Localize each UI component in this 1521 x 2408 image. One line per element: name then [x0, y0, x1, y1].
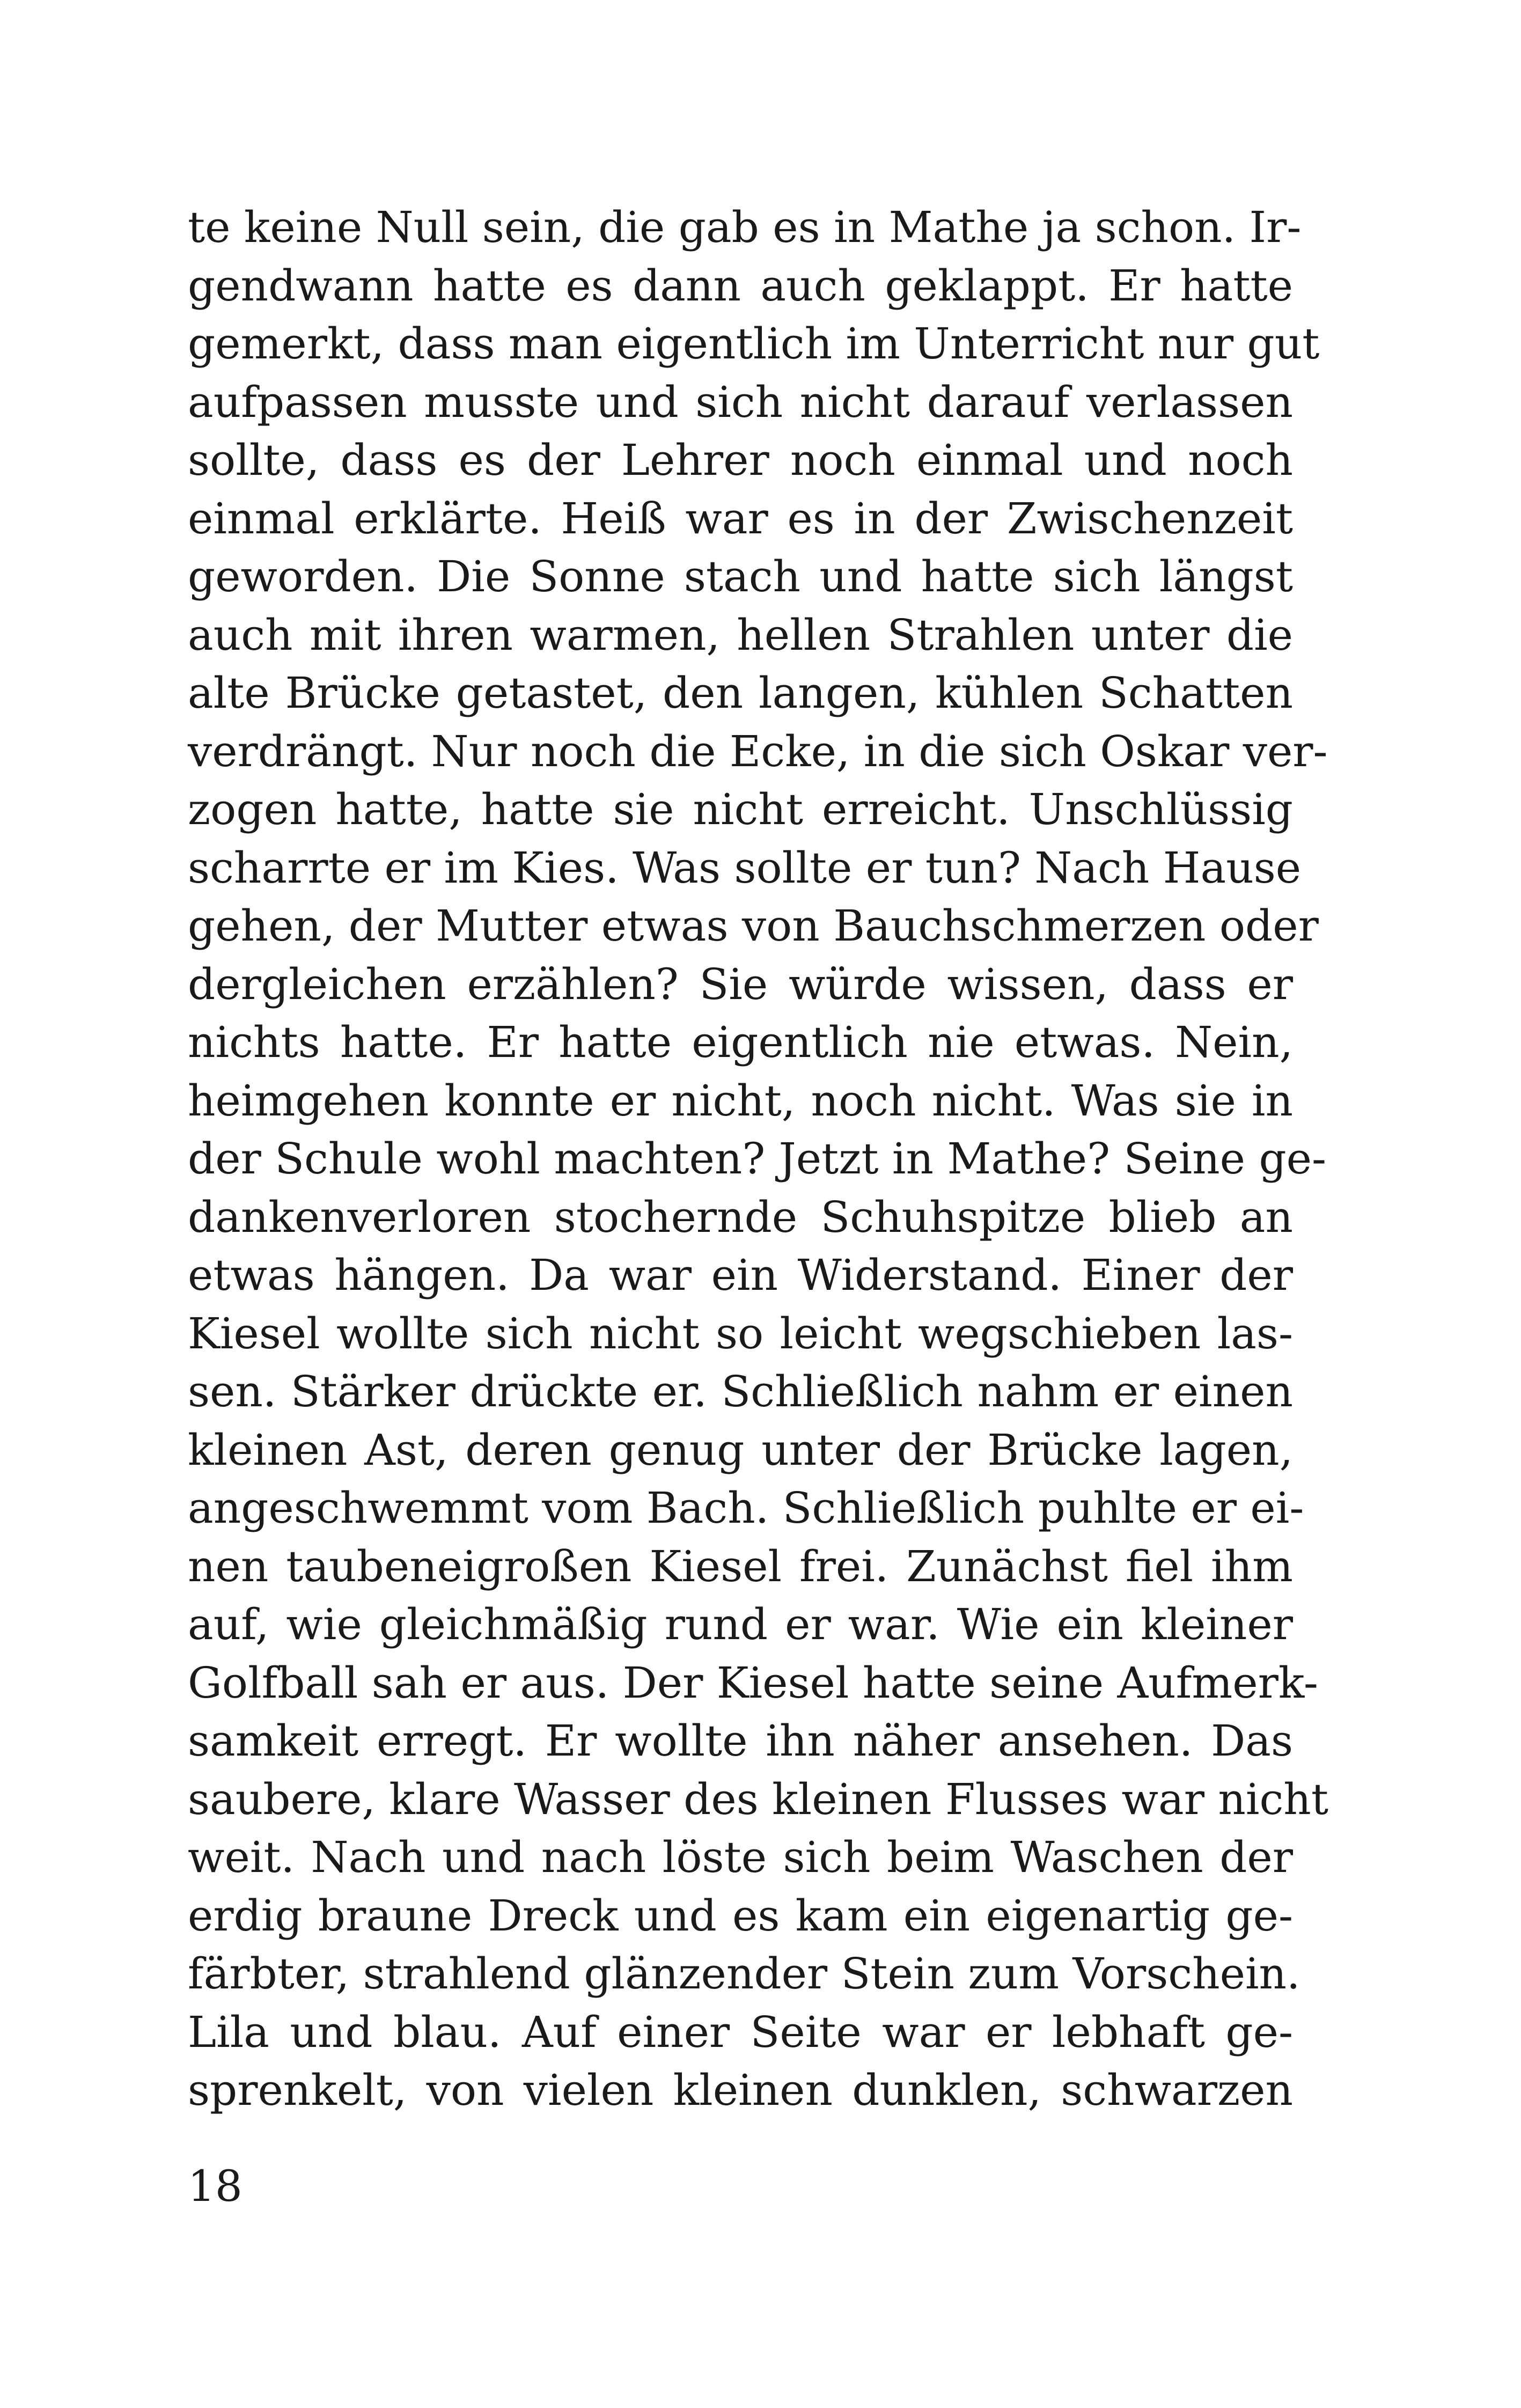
text-line: auf, wie gleichmäßig rund er war. Wie ein kleiner [188, 1599, 1293, 1649]
text-line: erdig braune Dreck und es kam ein eigenartig ge- [188, 1890, 1293, 1941]
text-line: nichts hatte. Er hatte eigentlich nie etwas. Nein, [188, 1017, 1293, 1067]
text-line: te keine Null sein, die gab es in Mathe ja schon. Ir- [188, 202, 1302, 252]
text-line: saubere, klare Wasser des kleinen Flusses war nicht [188, 1774, 1328, 1824]
text-line: heimgehen konnte er nicht, noch nicht. Was sie in [188, 1075, 1293, 1126]
text-line: angeschwemmt vom Bach. Schließlich puhlte er ei- [188, 1483, 1304, 1533]
text-line: dankenverloren stochernde Schuhspitze blieb an [188, 1192, 1293, 1242]
text-line: sollte, dass es der Lehrer noch einmal und noch [188, 435, 1293, 485]
text-line: verdrängt. Nur noch die Ecke, in die sich Oskar ver- [188, 726, 1328, 776]
text-line: färbter, strahlend glänzender Stein zum Vorschein. [188, 1949, 1300, 1999]
text-line: dergleichen erzählen? Sie würde wissen, dass er [188, 959, 1293, 1009]
text-line: Lila und blau. Auf einer Seite war er lebhaft ge- [188, 2007, 1293, 2057]
body-text [188, 199, 1328, 2120]
text-line: sprenkelt, von vielen kleinen dunklen, schwarzen [188, 2065, 1293, 2115]
text-line: sen. Stärker drückte er. Schließlich nahm er einen [188, 1367, 1293, 1416]
text-line: samkeit erregt. Er wollte ihn näher ansehen. Das [188, 1716, 1293, 1766]
text-line: der Schule wohl machten? Jetzt in Mathe? Seine ge- [188, 1134, 1327, 1184]
text-line: auch mit ihren warmen, hellen Strahlen unter die [188, 610, 1293, 660]
text-line: aufpassen musste und sich nicht darauf verlassen [188, 377, 1293, 427]
text-line: gendwann hatte es dann auch geklappt. Er hatte [188, 260, 1293, 311]
text-line: einmal erklärte. Heiß war es in der Zwischenzeit [188, 493, 1293, 544]
text-line: etwas hängen. Da war ein Widerstand. Einer der [188, 1250, 1293, 1300]
text-line: Kiesel wollte sich nicht so leicht wegschieben las- [188, 1308, 1293, 1359]
text-line: kleinen Ast, deren genug unter der Brücke lagen, [188, 1425, 1293, 1475]
text-line: gehen, der Mutter etwas von Bauchschmerzen oder [188, 901, 1319, 951]
text-line: Golfball sah er aus. Der Kiesel hatte seine Aufmerk- [188, 1657, 1318, 1708]
page-number: 18 [188, 2161, 243, 2211]
text-line: alte Brücke getastet, den langen, kühlen Schatten [188, 668, 1293, 718]
text-line: nen taubeneigroßen Kiesel frei. Zunächst fiel ihm [188, 1541, 1293, 1591]
text-line: scharrte er im Kies. Was sollte er tun? Nach Hause [188, 842, 1302, 893]
text-line: geworden. Die Sonne stach und hatte sich längst [188, 552, 1293, 601]
text-line: gemerkt, dass man eigentlich im Unterricht nur gut [188, 319, 1320, 369]
text-line: zogen hatte, hatte sie nicht erreicht. Unschlüssig [188, 784, 1293, 834]
text-line: weit. Nach und nach löste sich beim Waschen der [188, 1832, 1293, 1882]
